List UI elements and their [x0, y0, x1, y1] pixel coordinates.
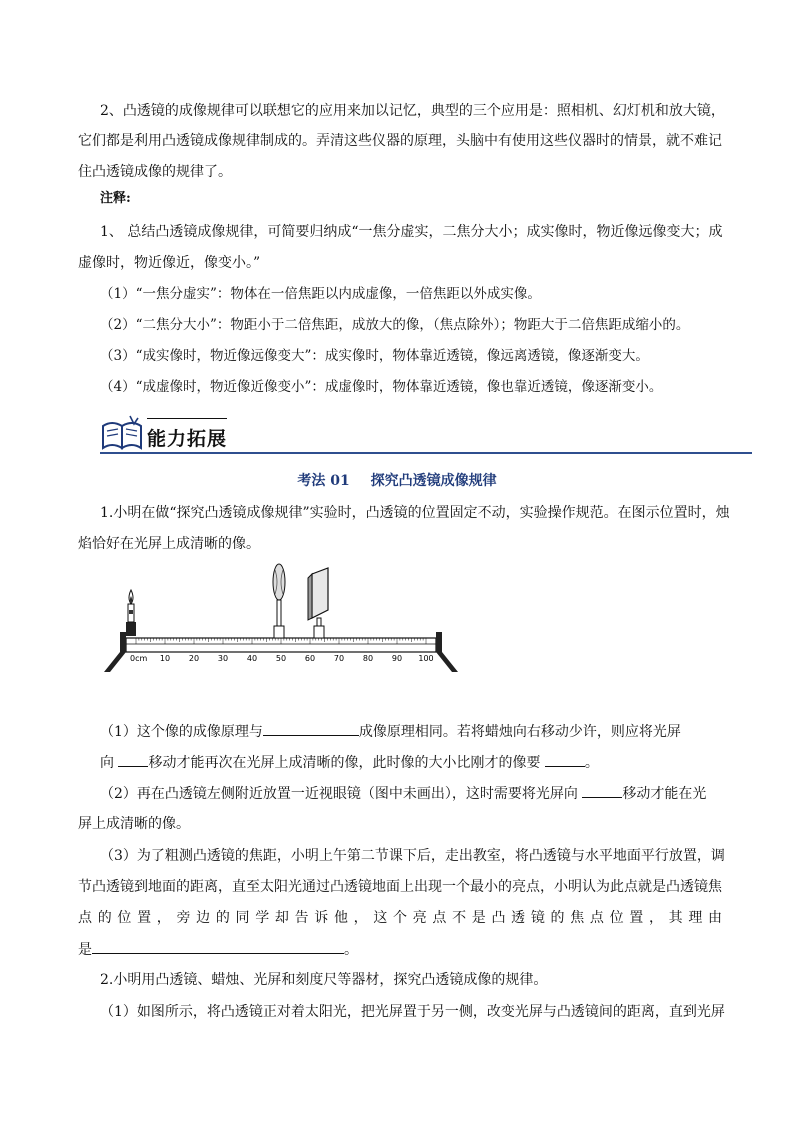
- answer-blank-3[interactable]: [545, 752, 585, 767]
- ruler-tick-label: 10: [159, 654, 171, 663]
- spread-char: 置: [629, 910, 644, 926]
- convex-lens: [273, 564, 285, 638]
- spread-char: 却: [274, 910, 289, 926]
- optical-bench-figure: [96, 560, 466, 680]
- spread-char: 旁: [176, 910, 191, 926]
- q1-sub1-line1: （1）这个像的成像原理与 成像原理相同。若将蜡烛向右移动少许，则应将光屏: [100, 721, 681, 742]
- ruler-tick-label: 40: [246, 654, 258, 663]
- section-top-rule: [147, 418, 227, 419]
- spread-char: 点: [589, 910, 604, 926]
- spread-char: 镜: [530, 910, 545, 926]
- spread-char: 告: [294, 910, 309, 926]
- spread-char: 位: [609, 910, 624, 926]
- note-item-1: （1）“一焦分虚实”：物体在一倍焦距以内成虚像，一倍焦距以外成实像。: [100, 286, 541, 302]
- spread-char: 诉: [314, 910, 329, 926]
- spread-char: 学: [255, 910, 270, 926]
- answer-blank-2[interactable]: [118, 752, 148, 767]
- q1-sub3-line1: （3）为了粗测凸透镜的焦距，小明上午第二节课下后，走出教室，将凸透镜与水平地面平行放置，调: [100, 848, 725, 864]
- spread-char: 这: [373, 910, 388, 926]
- ruler-tick-label: 0cm: [130, 654, 148, 663]
- answer-blank-5[interactable]: [92, 939, 344, 954]
- spread-char: ，: [156, 910, 171, 926]
- spread-char: 透: [511, 910, 526, 926]
- spread-char: 不: [452, 910, 467, 926]
- left-support: [104, 632, 126, 672]
- spread-char: 个: [393, 910, 407, 926]
- spread-char: 焦: [570, 910, 585, 926]
- ruler-tick-label: 90: [391, 654, 403, 663]
- spread-char: 位: [117, 910, 132, 926]
- q1-sub1-line2: 向 移动才能再次在光屏上成清晰的像，此时像的大小比刚才的像要 。: [100, 752, 599, 773]
- spread-char: 的: [550, 910, 565, 926]
- para2-line3: 住凸透镜成像的规律了。: [78, 164, 232, 180]
- q1-line1: 1.小明在做“探究凸透镜成像规律”实验时，凸透镜的位置固定不动，实验操作规范。在图示位置时，烛: [100, 505, 730, 521]
- spread-char: 理: [688, 910, 703, 926]
- ruler-tick-label: 60: [304, 654, 316, 663]
- ruler-tick-label: 70: [333, 654, 345, 663]
- exam-title: 探究凸透镜成像规律: [370, 473, 497, 489]
- spread-char: ，: [648, 910, 663, 926]
- note-item-4: （4）“成虚像时，物近像近像变小”：成虚像时，物体靠近透镜，像也靠近透镜，像逐渐变小。: [100, 379, 663, 395]
- section-rule: [100, 452, 752, 454]
- note1-line2: 虚像时，物近像近，像变小。”: [78, 255, 261, 271]
- answer-blank-4[interactable]: [582, 783, 622, 798]
- candle: [126, 590, 136, 636]
- para2-line1: 2、凸透镜的成像规律可以联想它的应用来加以记忆，典型的三个应用是：照相机、幻灯机和放大镜，: [100, 103, 725, 119]
- ruler-tick-label: 50: [275, 654, 287, 663]
- q2-line2: （1）如图所示，将凸透镜正对着太阳光，把光屏置于另一侧，改变光屏与凸透镜间的距离，直到光屏: [100, 1004, 725, 1020]
- section-title: 能力拓展: [147, 428, 228, 450]
- answer-blank-1[interactable]: [263, 721, 359, 736]
- q1-sub3-line2: 节凸透镜到地面的距离，直至太阳光通过凸透镜地面上出现一个最小的亮点，小明认为此点就是凸透镜焦: [78, 879, 722, 895]
- spread-char: 点: [432, 910, 447, 926]
- q2-line1: 2.小明用凸透镜、蜡烛、光屏和刻度尺等器材，探究凸透镜成像的规律。: [100, 972, 548, 988]
- spread-char: 凸: [491, 910, 506, 926]
- spread-char: 置: [137, 910, 152, 926]
- spread-char: 点: [78, 910, 92, 926]
- spread-char: 边: [196, 910, 211, 926]
- exam-heading: [0, 470, 794, 490]
- spread-char: 亮: [412, 910, 427, 926]
- open-book-icon: [100, 414, 144, 454]
- note-item-2: （2）“二焦分大小”：物距小于二倍焦距，成放大的像，（焦点除外）；物距大于二倍焦距成缩小的。: [100, 317, 690, 333]
- note1-line1: 1、 总结凸透镜成像规律，可简要归纳成“一焦分虚实，二焦分大小；成实像时，物近像远像变大；成: [100, 224, 723, 240]
- exam-label: 考法 01: [297, 473, 350, 489]
- ruler-tick-label: 80: [362, 654, 374, 663]
- note-item-3: （3）“成实像时，物近像远像变大”：成实像时，物体靠近透镜，像远离透镜，像逐渐变大。: [100, 348, 649, 364]
- spread-char: ，: [353, 910, 368, 926]
- ruler-tick-label: 100: [418, 654, 434, 663]
- ruler-tick-label: 20: [188, 654, 200, 663]
- spread-char: 其: [668, 910, 683, 926]
- q1-sub3-line3: [78, 908, 722, 928]
- right-support: [436, 632, 458, 672]
- spread-char: 的: [215, 910, 230, 926]
- spread-char: 他: [333, 910, 348, 926]
- note-label: 注释:: [100, 191, 131, 206]
- q1-sub2-line1: （2）再在凸透镜左侧附近放置一近视眼镜（图中未画出），这时需要将光屏向 移动才能在光: [100, 783, 706, 804]
- q1-sub3-line4: 是 。: [78, 939, 358, 960]
- spread-char: 是: [471, 910, 486, 926]
- spread-char: 由: [708, 910, 722, 926]
- q1-sub2-line2: 屏上成清晰的像。: [78, 816, 190, 832]
- spread-char: 同: [235, 910, 250, 926]
- spread-char: 的: [97, 910, 112, 926]
- q1-line2: 焰恰好在光屏上成清晰的像。: [78, 536, 260, 552]
- ruler-tick-label: 30: [217, 654, 229, 663]
- light-screen: [308, 568, 328, 638]
- para2-line2: 它们都是利用凸透镜成像规律制成的。弄清这些仪器的原理，头脑中有使用这些仪器时的情景，就不难记: [78, 133, 722, 149]
